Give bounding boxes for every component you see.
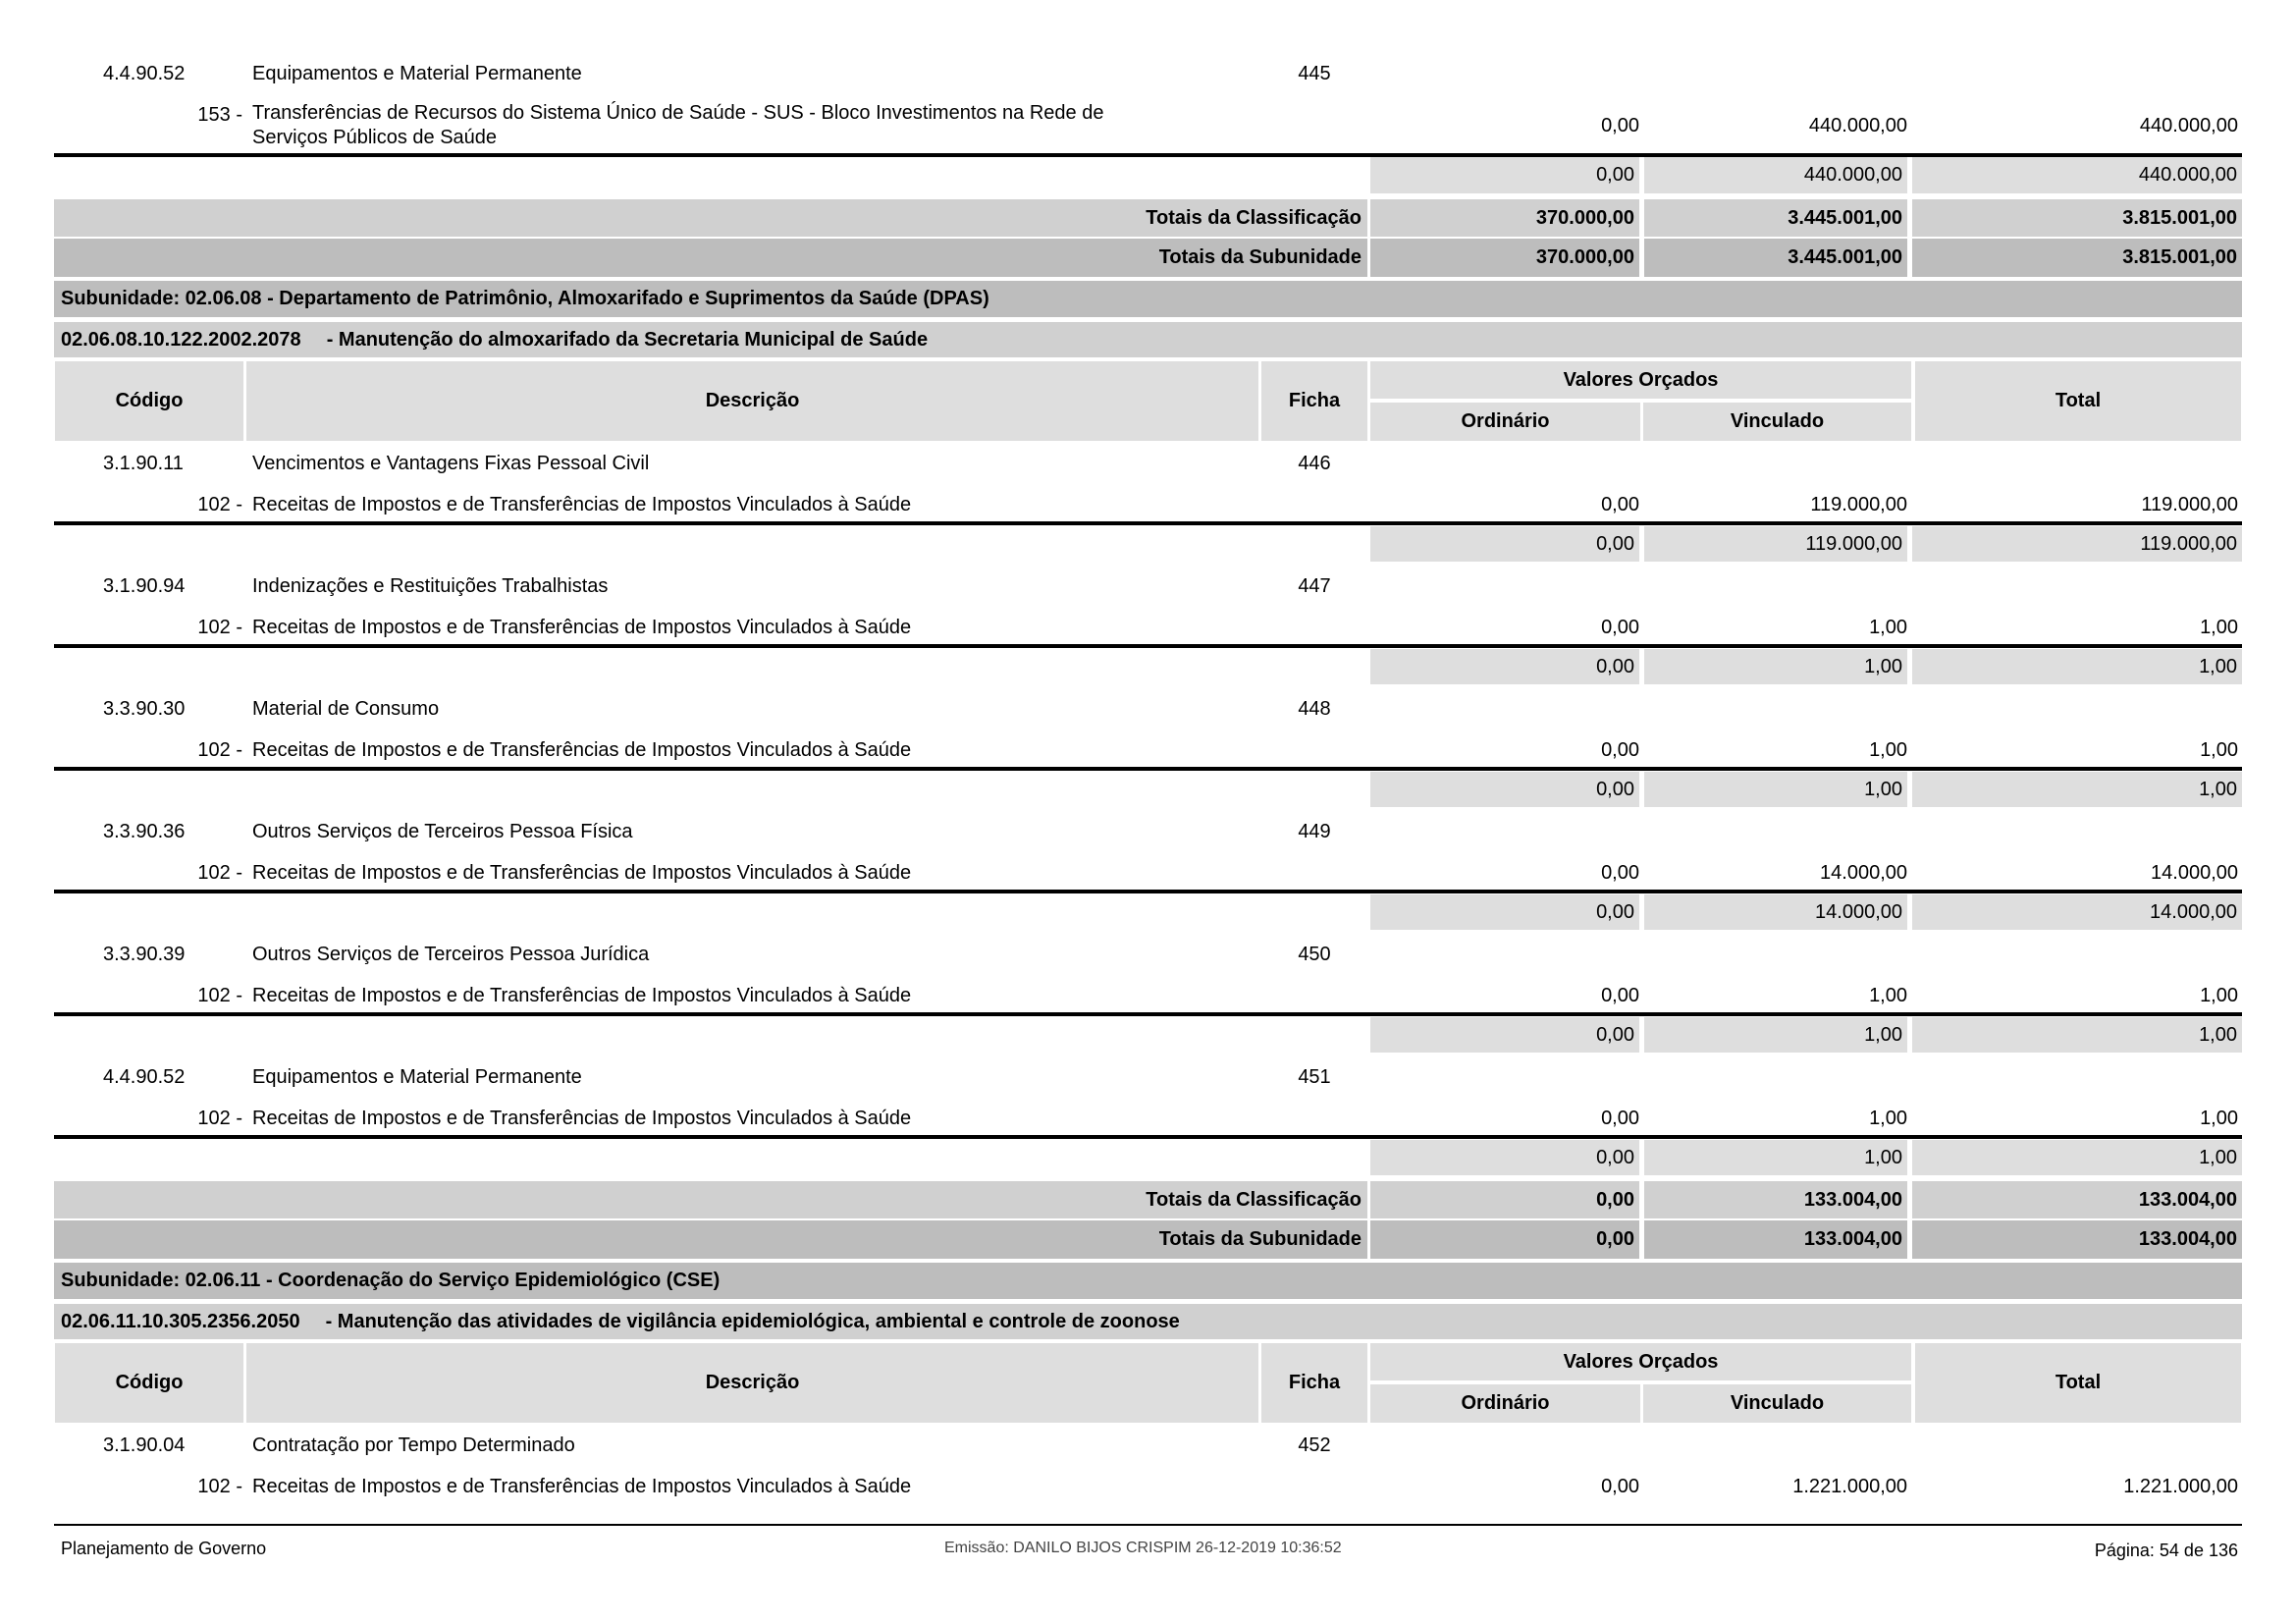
value-ordinario: 0,00 — [1601, 862, 1639, 884]
totals-subunidade-ordinario — [1370, 239, 1639, 277]
totals-classificacao-label-cell — [54, 1181, 1367, 1218]
totals-classificacao-label: Totais da Classificação — [1146, 206, 1362, 229]
value-vinculado: 1,00 — [1869, 985, 1907, 1006]
column-descricao: Descrição — [246, 361, 1258, 441]
value-total: 1.221.000,00 — [2123, 1476, 2238, 1497]
value-total: 1,00 — [2200, 739, 2238, 761]
column-total: Total — [1915, 1343, 2241, 1423]
value-vinculado: 440.000,00 — [1808, 115, 1907, 136]
value-total: 119.000,00 — [2141, 494, 2238, 515]
item-description: Outros Serviços de Terceiros Pessoa Física — [252, 821, 633, 842]
footer-divider — [54, 1524, 2242, 1526]
subtotal-vinculado — [1644, 649, 1907, 684]
source-description: Receitas de Impostos e de Transferências de Impostos Vinculados à Saúde — [252, 1476, 912, 1497]
value-vinculado: 14.000,00 — [1820, 862, 1907, 884]
source-description: Receitas de Impostos e de Transferências de Impostos Vinculados à Saúde — [252, 617, 912, 638]
subtotal-vinculado-value: 1,00 — [1864, 1146, 1902, 1168]
totals-value: 370.000,00 — [1535, 246, 1634, 268]
subtotal-vinculado-value: 1,00 — [1864, 655, 1902, 677]
totals-classificacao-vinculado — [1644, 199, 1907, 237]
program-code: 02.06.08.10.122.2002.2078 — [61, 328, 301, 351]
source-code: 102 - — [197, 985, 242, 1006]
subtotal-total — [1912, 157, 2242, 193]
column-ordinario: Ordinário — [1370, 403, 1640, 441]
item-code: 3.3.90.39 — [103, 944, 186, 965]
subtotal-total-value: 1,00 — [2199, 655, 2237, 677]
totals-subunidade-label-cell — [54, 239, 1367, 277]
source-code: 102 - — [197, 739, 242, 761]
totals-subunidade-label: Totais da Subunidade — [1158, 1228, 1362, 1250]
footer-page-number: Página: 54 de 136 — [2094, 1541, 2238, 1560]
source-code: 153 - — [197, 104, 242, 126]
totals-classificacao-ordinario — [1370, 1181, 1639, 1218]
source-description-line1: Transferências de Recursos do Sistema Único de Saúde - SUS - Bloco Investimentos na Rede de — [252, 102, 1104, 124]
program-code: 02.06.11.10.305.2356.2050 — [61, 1310, 300, 1332]
item-ficha: 446 — [1298, 453, 1331, 474]
subtotal-total — [1912, 526, 2242, 562]
value-total: 1,00 — [2200, 1108, 2238, 1129]
footer-emission: Emissão: DANILO BIJOS CRISPIM 26-12-2019 10:36:52 — [944, 1540, 1342, 1556]
source-code: 102 - — [197, 862, 242, 884]
subtotal-ordinario — [1370, 1140, 1639, 1175]
totals-value: 3.815.001,00 — [2122, 246, 2237, 268]
totals-classificacao-vinculado — [1644, 1181, 1907, 1218]
column-vinculado: Vinculado — [1643, 403, 1911, 441]
item-description: Vencimentos e Vantagens Fixas Pessoal Civil — [252, 453, 650, 474]
column-ficha: Ficha — [1261, 1343, 1367, 1423]
subtotal-ordinario-value: 0,00 — [1596, 900, 1634, 923]
footer-system-name: Planejamento de Governo — [61, 1539, 267, 1558]
subtotal-total-value: 1,00 — [2199, 1023, 2237, 1046]
item-code: 3.1.90.11 — [103, 453, 184, 474]
subtotal-ordinario-value: 0,00 — [1596, 164, 1634, 186]
value-ordinario: 0,00 — [1601, 1476, 1639, 1497]
program-description: - Manutenção do almoxarifado da Secretaria Municipal de Saúde — [326, 328, 929, 351]
source-description: Receitas de Impostos e de Transferências de Impostos Vinculados à Saúde — [252, 1108, 912, 1129]
subtotal-ordinario-value: 0,00 — [1596, 655, 1634, 677]
item-divider — [54, 521, 2242, 525]
value-ordinario: 0,00 — [1601, 115, 1639, 136]
item-ficha: 445 — [1298, 63, 1331, 84]
totals-classificacao-label-cell — [54, 199, 1367, 237]
item-description: Outros Serviços de Terceiros Pessoa Jurídica — [252, 944, 650, 965]
source-code: 102 - — [197, 1108, 242, 1129]
subtotal-total-value: 119.000,00 — [2140, 532, 2237, 555]
item-code: 4.4.90.52 — [103, 1066, 186, 1088]
subtotal-total — [1912, 1140, 2242, 1175]
item-code: 3.3.90.30 — [103, 698, 186, 720]
column-codigo: Código — [55, 361, 243, 441]
subtotal-total-value: 1,00 — [2199, 1146, 2237, 1168]
subtotal-ordinario — [1370, 772, 1639, 807]
item-divider — [54, 767, 2242, 771]
item-ficha: 448 — [1298, 698, 1331, 720]
value-ordinario: 0,00 — [1601, 1108, 1639, 1129]
subtotal-ordinario — [1370, 894, 1639, 930]
column-valores-orcados: Valores Orçados — [1370, 361, 1911, 399]
subtotal-vinculado — [1644, 526, 1907, 562]
subtotal-vinculado — [1644, 1140, 1907, 1175]
program-header — [54, 322, 2242, 357]
totals-value: 133.004,00 — [2138, 1188, 2237, 1211]
totals-classificacao-ordinario — [1370, 199, 1639, 237]
value-total: 440.000,00 — [2139, 115, 2238, 136]
totals-subunidade-vinculado — [1644, 239, 1907, 277]
item-ficha: 451 — [1298, 1066, 1331, 1088]
value-vinculado: 119.000,00 — [1810, 494, 1907, 515]
subtotal-ordinario — [1370, 1017, 1639, 1053]
subtotal-total — [1912, 894, 2242, 930]
value-ordinario: 0,00 — [1601, 617, 1639, 638]
subtotal-total-value: 1,00 — [2199, 778, 2237, 800]
totals-subunidade-vinculado — [1644, 1220, 1907, 1259]
subunidade-header — [54, 281, 2242, 317]
column-total: Total — [1915, 361, 2241, 441]
subunidade-title: Subunidade: 02.06.11 - Coordenação do Serviço Epidemiológico (CSE) — [61, 1270, 721, 1291]
source-description: Receitas de Impostos e de Transferências de Impostos Vinculados à Saúde — [252, 494, 912, 515]
totals-subunidade-total — [1912, 1220, 2242, 1259]
item-description: Equipamentos e Material Permanente — [252, 1066, 582, 1088]
item-code: 3.3.90.36 — [103, 821, 186, 842]
item-description: Indenizações e Restituições Trabalhistas — [252, 575, 609, 597]
source-code: 102 - — [197, 1476, 242, 1497]
subtotal-total — [1912, 772, 2242, 807]
item-divider — [54, 1135, 2242, 1139]
item-code: 3.1.90.04 — [103, 1434, 186, 1456]
totals-value: 133.004,00 — [2138, 1228, 2237, 1250]
value-vinculado: 1,00 — [1869, 617, 1907, 638]
totals-subunidade-total — [1912, 239, 2242, 277]
subtotal-vinculado — [1644, 894, 1907, 930]
subtotal-ordinario-value: 0,00 — [1596, 532, 1634, 555]
item-divider — [54, 1012, 2242, 1016]
subtotal-vinculado-value: 1,00 — [1864, 1023, 1902, 1046]
subtotal-total-value: 440.000,00 — [2138, 164, 2237, 186]
subtotal-ordinario — [1370, 526, 1639, 562]
subtotal-total — [1912, 1017, 2242, 1053]
value-total: 1,00 — [2200, 617, 2238, 638]
totals-value: 133.004,00 — [1803, 1228, 1902, 1250]
item-divider — [54, 890, 2242, 893]
subtotal-total-value: 14.000,00 — [2150, 900, 2237, 923]
item-ficha: 447 — [1298, 575, 1331, 597]
subtotal-ordinario — [1370, 649, 1639, 684]
subtotal-vinculado — [1644, 772, 1907, 807]
subtotal-ordinario-value: 0,00 — [1596, 1023, 1634, 1046]
item-divider — [54, 644, 2242, 648]
subtotal-ordinario — [1370, 157, 1639, 193]
source-description-line2: Serviços Públicos de Saúde — [252, 127, 498, 148]
item-ficha: 450 — [1298, 944, 1331, 965]
item-description: Material de Consumo — [252, 698, 440, 720]
value-ordinario: 0,00 — [1601, 739, 1639, 761]
totals-subunidade-label: Totais da Subunidade — [1158, 246, 1362, 268]
totals-value: 3.445.001,00 — [1788, 246, 1902, 268]
subtotal-vinculado-value: 1,00 — [1864, 778, 1902, 800]
subtotal-vinculado — [1644, 157, 1907, 193]
subtotal-vinculado-value: 440.000,00 — [1803, 164, 1902, 186]
value-ordinario: 0,00 — [1601, 985, 1639, 1006]
item-code: 4.4.90.52 — [103, 63, 186, 84]
subtotal-ordinario-value: 0,00 — [1596, 778, 1634, 800]
totals-value: 3.445.001,00 — [1788, 206, 1902, 229]
totals-classificacao-total — [1912, 1181, 2242, 1218]
source-code: 102 - — [197, 494, 242, 515]
totals-subunidade-label-cell — [54, 1220, 1367, 1259]
subunidade-header — [54, 1263, 2242, 1299]
value-vinculado: 1.221.000,00 — [1792, 1476, 1907, 1497]
value-ordinario: 0,00 — [1601, 494, 1639, 515]
program-description: - Manutenção das atividades de vigilância epidemiológica, ambiental e controle de zoonose — [325, 1310, 1180, 1332]
value-vinculado: 1,00 — [1869, 1108, 1907, 1129]
column-ficha: Ficha — [1261, 361, 1367, 441]
column-codigo: Código — [55, 1343, 243, 1423]
totals-value: 0,00 — [1596, 1228, 1634, 1250]
subtotal-vinculado-value: 14.000,00 — [1815, 900, 1902, 923]
totals-value: 133.004,00 — [1803, 1188, 1902, 1211]
totals-value: 3.815.001,00 — [2122, 206, 2237, 229]
item-description: Equipamentos e Material Permanente — [252, 63, 582, 84]
totals-classificacao-total — [1912, 199, 2242, 237]
subtotal-vinculado-value: 119.000,00 — [1805, 532, 1902, 555]
program-header — [54, 1304, 2242, 1339]
totals-classificacao-label: Totais da Classificação — [1146, 1188, 1362, 1211]
value-vinculado: 1,00 — [1869, 739, 1907, 761]
totals-value: 0,00 — [1596, 1188, 1634, 1211]
subtotal-ordinario-value: 0,00 — [1596, 1146, 1634, 1168]
source-code: 102 - — [197, 617, 242, 638]
source-description: Receitas de Impostos e de Transferências de Impostos Vinculados à Saúde — [252, 739, 912, 761]
item-description: Contratação por Tempo Determinado — [252, 1434, 575, 1456]
subtotal-total — [1912, 649, 2242, 684]
source-description: Receitas de Impostos e de Transferências de Impostos Vinculados à Saúde — [252, 862, 912, 884]
item-code: 3.1.90.94 — [103, 575, 186, 597]
column-descricao: Descrição — [246, 1343, 1258, 1423]
subtotal-vinculado — [1644, 1017, 1907, 1053]
value-total: 1,00 — [2200, 985, 2238, 1006]
column-valores-orcados: Valores Orçados — [1370, 1343, 1911, 1380]
source-description: Receitas de Impostos e de Transferências de Impostos Vinculados à Saúde — [252, 985, 912, 1006]
column-vinculado: Vinculado — [1643, 1384, 1911, 1423]
value-total: 14.000,00 — [2151, 862, 2238, 884]
totals-value: 370.000,00 — [1535, 206, 1634, 229]
column-ordinario: Ordinário — [1370, 1384, 1640, 1423]
subunidade-title: Subunidade: 02.06.08 - Departamento de Patrimônio, Almoxarifado e Suprimentos da Saúde (DPAS) — [61, 288, 989, 309]
item-ficha: 449 — [1298, 821, 1331, 842]
item-ficha: 452 — [1298, 1434, 1331, 1456]
totals-subunidade-ordinario — [1370, 1220, 1639, 1259]
